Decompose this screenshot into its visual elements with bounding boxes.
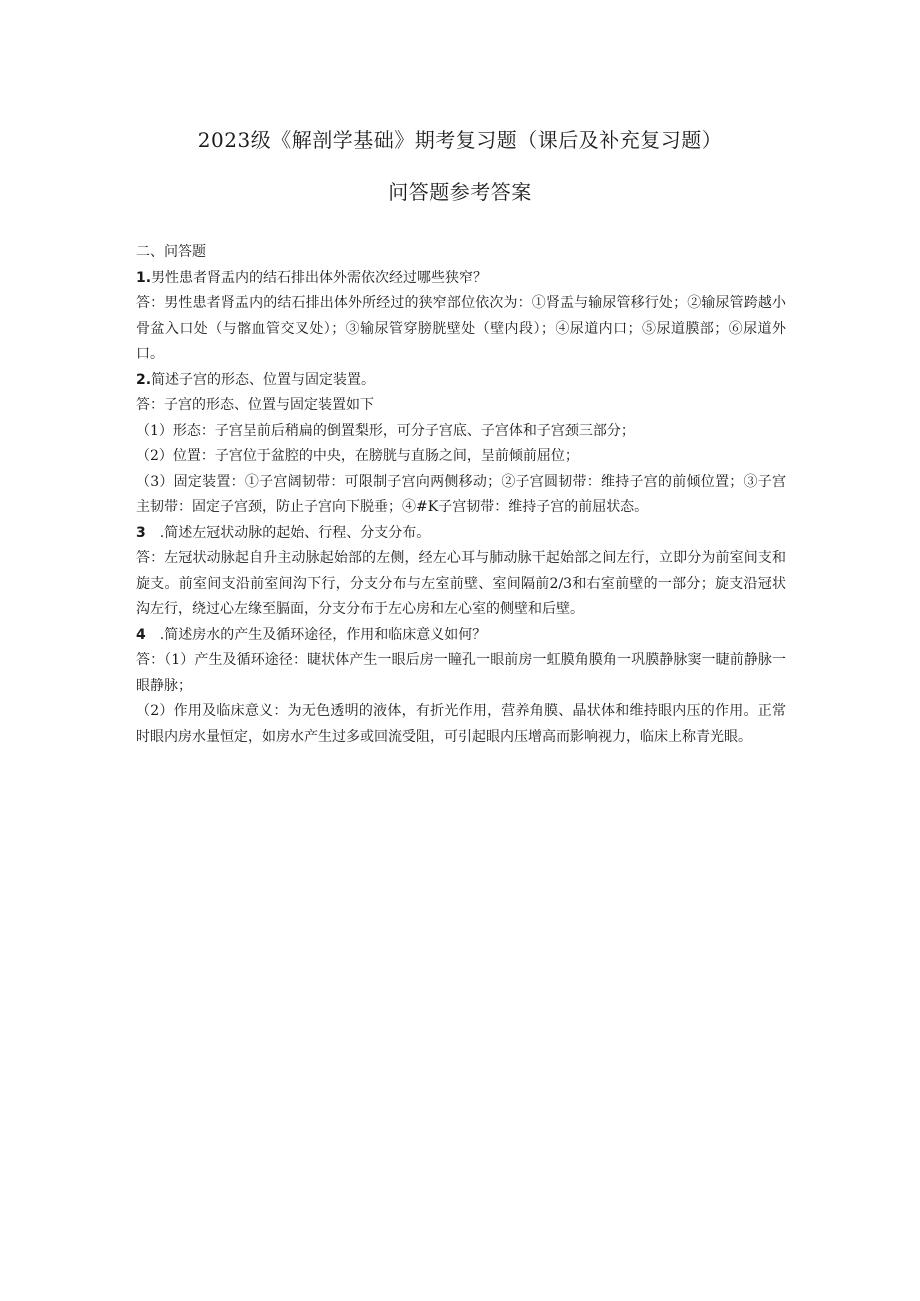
question-block (136, 266, 786, 368)
question-title (136, 266, 786, 292)
question-title (136, 521, 786, 547)
question-text: 简述子宫的形态、位置与固定装置。 (151, 371, 376, 388)
answer-paragraph: （2）作用及临床意义：为无色透明的液体，有折光作用，营养角膜、晶状体和维持眼内压的作用。正常时眼内房水量恒定，如房水产生过多或回流受阻，可引起眼内压增高而影响视力，临床上称青光眼。 (136, 703, 786, 745)
question-text: .简述房水的产生及循环途径，作用和临床意义如何？ (159, 626, 487, 643)
document-subtitle: 问答题参考答案 (388, 180, 532, 204)
answer-paragraph: 答：男性患者肾盂内的结石排出体外所经过的狭窄部位依次为：①肾盂与输尿管移行处；②输尿管跨越小骨盆入口处（与髂血管交叉处）；③输尿管穿膀胱壁处（壁内段）；④尿道内口；⑤尿道膜部；⑥尿道外口。 (136, 295, 786, 362)
answer-paragraph: 答：子宫的形态、位置与固定装置如下 (136, 397, 374, 413)
answer-paragraph: 答：左冠状动脉起自升主动脉起始部的左侧，经左心耳与肺动脉干起始部之间左行，立即分为前室间支和旋支。前室间支沿前室间沟下行，分支分布与左室前壁、室间隔前2/3和右室前壁的一部分；旋支沿冠状沟左行，绕过心左缘至膈面，分支分布于左心房和左心室的侧壁和后壁。 (136, 550, 786, 617)
document-body (136, 240, 786, 750)
question-number: 1. (136, 269, 152, 286)
answer-paragraph: 答：（1）产生及循环途径：睫状体产生一眼后房一瞳孔一眼前房一虹膜角膜角一巩膜静脉窦一睫前静脉一眼静脉； (136, 652, 786, 694)
question-text: .简述左冠状动脉的起始、行程、分支分布。 (159, 524, 431, 541)
question-number: 3 (136, 524, 146, 541)
document-title: 2023级《解剖学基础》期考复习题（课后及补充复习题） (197, 128, 723, 152)
answer-paragraph: （3）固定装置：①子宫阔韧带：可限制子宫向两侧移动；②子宫圆韧带：维持子宫的前倾位置；③子宫主韧带：固定子宫颈，防止子宫向下脱垂；④#K子宫韧带：维持子宫的前屈状态。 (136, 473, 786, 515)
question-block (136, 368, 786, 521)
answer-paragraph: （1）形态：子宫呈前后稍扁的倒置梨形，可分子宫底、子宫体和子宫颈三部分； (136, 422, 635, 439)
section-heading: 二、问答题 (136, 244, 206, 260)
answer-paragraph: （2）位置：子宫位于盆腔的中央，在膀胱与直肠之间，呈前倾前屈位； (136, 448, 579, 464)
question-block (136, 623, 786, 751)
question-title (136, 623, 786, 649)
question-number: 2. (136, 371, 152, 388)
question-text: 男性患者肾盂内的结石排出体外需依次经过哪些狭窄？ (151, 269, 488, 286)
question-block (136, 521, 786, 623)
question-number: 4 (136, 626, 146, 643)
question-title (136, 368, 786, 394)
